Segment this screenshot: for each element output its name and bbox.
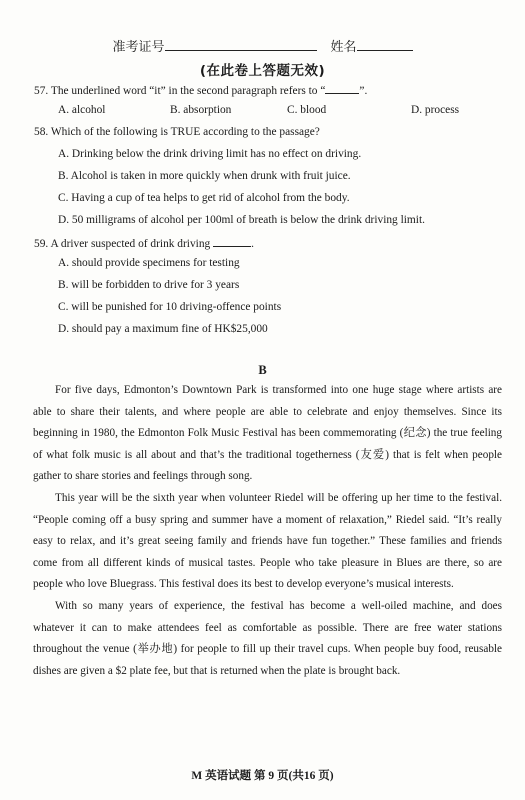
question-57-stem [34, 83, 367, 97]
section-b-heading: B [258, 363, 267, 377]
question-57-option-d: D. process [411, 104, 460, 116]
question-59-text-before: 59. A driver suspected of drink driving [34, 238, 214, 250]
name-label: 姓名 [330, 39, 357, 54]
passage-paragraph-3: With so many years of experience, the festival has become a well-oiled machine, and does whatever it can to make attendees feel as comfortable as possible. There are free water stations throughout the venue (举办地) for people to fill up their travel cups. When people buy food, reusable dishes are given a $2 plate fee, but that is returned when the plate is brought back. [33, 599, 502, 677]
page-footer: M 英语试题 第 9 页(共16 页) [191, 770, 334, 782]
question-57-text-after: ”. [359, 85, 368, 97]
answer-notice: (在此卷上答题无效) [199, 63, 326, 79]
question-59-text-after: . [251, 238, 254, 250]
question-58-option-d: D. 50 milligrams of alcohol per 100ml of breath is below the drink driving limit. [58, 214, 425, 226]
exam-id-blank[interactable] [165, 38, 317, 51]
question-59-option-c: C. will be punished for 10 driving-offence points [58, 301, 282, 313]
passage-paragraph-2: This year will be the sixth year when volunteer Riedel will be offering up her time to the festival. “People coming off a busy spring and summer have a moment of relaxation,” Riedel said. “It’s really easy to relax, and it’s great seeing family and friends have fun together.” These families and friends come from all different kinds of musical tastes. People who take pleasure in Blues are there, so are people who love Bluegrass. This festival does its best to develop everyone’s musical interests. [33, 491, 502, 591]
question-58-option-c: C. Having a cup of tea helps to get rid of alcohol from the body. [58, 192, 350, 204]
question-57-option-b: B. absorption [170, 104, 232, 116]
exam-id-label: 准考证号 [112, 39, 165, 54]
reading-passage-b [33, 380, 502, 682]
question-59-option-a: A. should provide specimens for testing [58, 257, 240, 269]
name-blank[interactable] [357, 38, 413, 51]
question-58-option-b: B. Alcohol is taken in more quickly when drunk with fruit juice. [58, 170, 351, 182]
question-59-stem [34, 236, 254, 250]
question-57-text-before: 57. The underlined word “it” in the second paragraph refers to “ [34, 85, 326, 97]
page-header [0, 36, 525, 55]
passage-paragraph-1: For five days, Edmonton’s Downtown Park is transformed into one huge stage where artists are able to share their talents, and where people are able to celebrate and enjoy themselves. Since its beginning in 1980, the Edmonton Folk Music Festival has been commemorating (纪念) the true feeling of what folk music is all about and that’s the traditional togetherness (友爱) that is felt when people gather to share stories and feelings through song. [33, 384, 502, 483]
question-58-stem: 58. Which of the following is TRUE according to the passage? [34, 126, 320, 138]
question-59-option-d: D. should pay a maximum fine of HK$25,000 [58, 323, 268, 335]
question-58-option-a: A. Drinking below the drink driving limit has no effect on driving. [58, 148, 362, 160]
question-57-option-c: C. blood [287, 104, 327, 116]
question-57-option-a: A. alcohol [58, 104, 106, 116]
question-59-option-b: B. will be forbidden to drive for 3 years [58, 279, 240, 291]
question-57-blank [325, 83, 359, 94]
question-59-blank [213, 236, 251, 247]
